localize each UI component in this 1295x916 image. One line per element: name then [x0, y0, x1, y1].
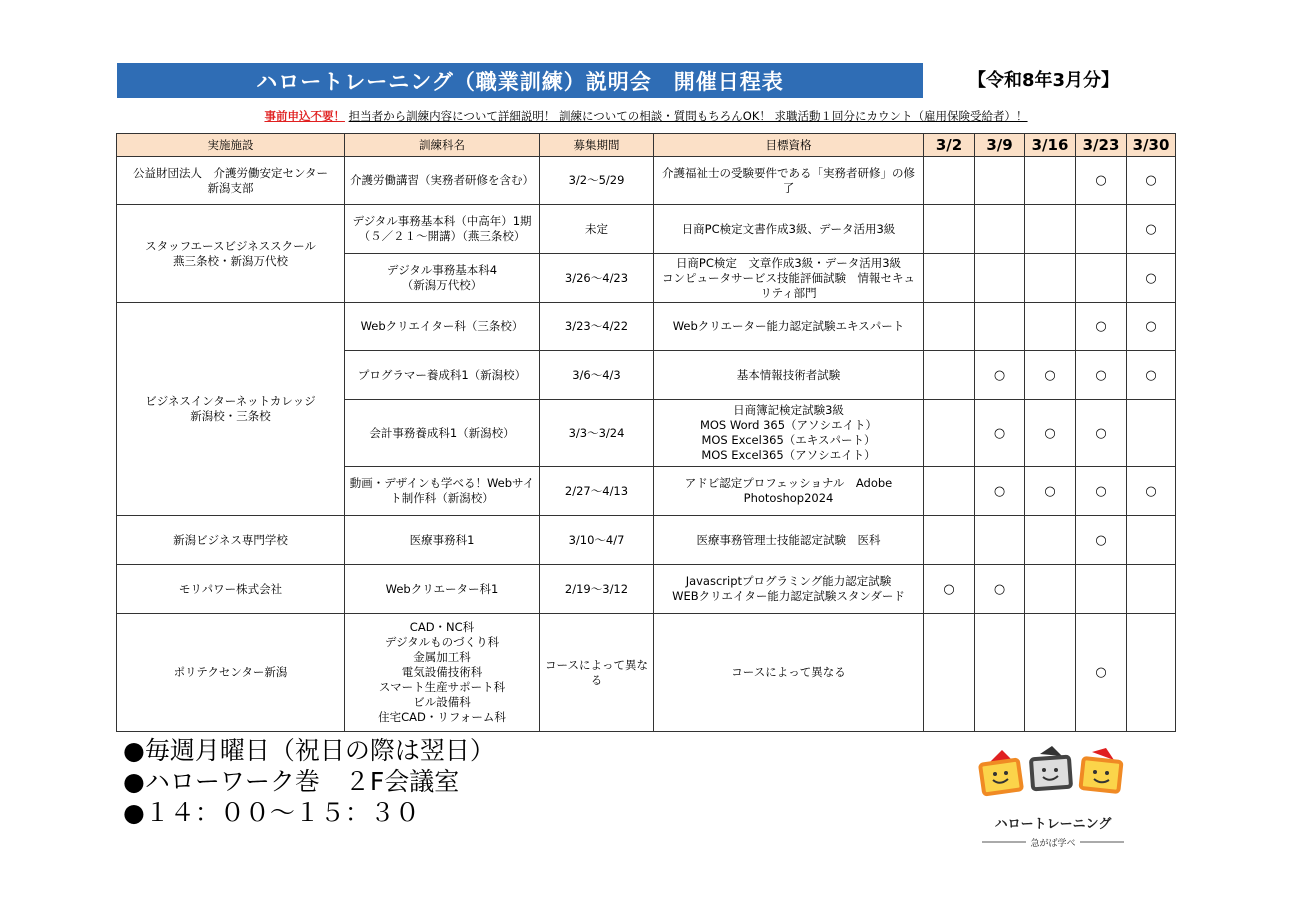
- date-cell: [975, 254, 1025, 303]
- date-cell: [1025, 565, 1076, 614]
- course-cell: 会計事務養成科1（新潟校）: [345, 400, 540, 467]
- date-cell: [1127, 157, 1176, 205]
- date-cell: [975, 467, 1025, 516]
- date-cell: [975, 614, 1025, 732]
- info-bullets: [123, 735, 495, 828]
- date-cell: [1025, 157, 1076, 205]
- period-cell: 3/23～4/22: [540, 303, 654, 351]
- header-date: 3/9: [975, 134, 1025, 157]
- available-mark: ○: [1145, 221, 1157, 237]
- date-cell: [1025, 400, 1076, 467]
- course-cell: Webクリエーター科1: [345, 565, 540, 614]
- header-period: 募集期間: [540, 134, 654, 157]
- date-cell: [1127, 400, 1176, 467]
- date-cell: [1025, 614, 1076, 732]
- table-row: [117, 565, 1176, 614]
- period-label: 【令和8年3月分】: [968, 70, 1120, 91]
- date-cell: [1025, 205, 1076, 254]
- period-cell: 2/19～3/12: [540, 565, 654, 614]
- table-row: [117, 157, 1176, 205]
- date-cell: [924, 254, 975, 303]
- qualification-cell: Javascriptプログラミング能力認定試験 WEBクリエイター能力認定試験スタンダード: [654, 565, 924, 614]
- period-cell: 2/27～4/13: [540, 467, 654, 516]
- date-cell: [1076, 157, 1127, 205]
- available-mark: ○: [1095, 173, 1107, 188]
- logo-tagline: 急がば学べ: [1030, 839, 1076, 849]
- date-cell: [1127, 303, 1176, 351]
- date-cell: [975, 205, 1025, 254]
- qualification-cell: 基本情報技術者試験: [654, 351, 924, 400]
- date-cell: [1127, 351, 1176, 400]
- available-mark: ○: [1095, 425, 1107, 441]
- date-cell: [1076, 614, 1127, 732]
- available-mark: ○: [993, 483, 1006, 499]
- available-mark: ○: [1145, 319, 1157, 334]
- bullet-time: ●１４：００～１５：３０: [123, 798, 420, 827]
- course-cell: 動画・デザインも学べる！Webサイト制作科（新潟校）: [345, 467, 540, 516]
- date-cell: [924, 400, 975, 467]
- facility-cell: スタッフエースビジネススクール 燕三条校・新潟万代校: [117, 205, 345, 303]
- date-cell: [1127, 467, 1176, 516]
- logo-name: ハロートレーニング: [994, 817, 1112, 832]
- header-row: [117, 134, 1176, 157]
- date-cell: [1076, 516, 1127, 565]
- bullet-day: ●毎週月曜日（祝日の際は翌日）: [123, 736, 495, 765]
- facility-cell: ビジネスインターネットカレッジ 新潟校・三条校: [117, 303, 345, 516]
- facility-cell: モリパワー株式会社: [117, 565, 345, 614]
- schedule-table: [116, 133, 1176, 732]
- course-cell: 医療事務科1: [345, 516, 540, 565]
- pencil-character-icon: [980, 750, 1022, 794]
- date-cell: [1076, 565, 1127, 614]
- date-cell: [924, 351, 975, 400]
- date-cell: [975, 303, 1025, 351]
- qualification-cell: Webクリエーター能力認定試験エキスパート: [654, 303, 924, 351]
- available-mark: ○: [1145, 173, 1157, 188]
- date-cell: [924, 303, 975, 351]
- period-cell: 3/26～4/23: [540, 254, 654, 303]
- date-cell: [1076, 351, 1127, 400]
- table-row: [117, 614, 1176, 732]
- header-date: 3/23: [1076, 134, 1127, 157]
- date-cell: [975, 565, 1025, 614]
- facility-cell: 公益財団法人 介護労働安定センター 新潟支部: [117, 157, 345, 205]
- period-cell: 未定: [540, 205, 654, 254]
- facility-cell: 新潟ビジネス専門学校: [117, 516, 345, 565]
- header-date: 3/16: [1025, 134, 1076, 157]
- date-cell: [1076, 303, 1127, 351]
- pencil-character-icon: [1081, 748, 1122, 792]
- period-cell: コースによって異なる: [540, 614, 654, 732]
- course-cell: プログラマー養成科1（新潟校）: [345, 351, 540, 400]
- notice-text: 担当者から訓練内容について詳細説明！ 訓練についての相談・質問もちろんOK！ 求職活動１回分にカウント（雇用保険受給者）！: [348, 109, 1028, 123]
- date-cell: [924, 205, 975, 254]
- available-mark: ○: [993, 367, 1006, 383]
- date-cell: [924, 157, 975, 205]
- date-cell: [1127, 254, 1176, 303]
- facility-cell: ポリテクセンター新潟: [117, 614, 345, 732]
- date-cell: [1025, 351, 1076, 400]
- page-title: ハロートレーニング（職業訓練）説明会 開催日程表: [117, 63, 923, 98]
- qualification-cell: コースによって異なる: [654, 614, 924, 732]
- date-cell: [1127, 614, 1176, 732]
- date-cell: [975, 400, 1025, 467]
- date-cell: [1025, 467, 1076, 516]
- date-cell: [1076, 254, 1127, 303]
- available-mark: ○: [1095, 483, 1107, 499]
- course-cell: Webクリエイター科（三条校）: [345, 303, 540, 351]
- course-cell: CAD・NC科 デジタルものづくり科 金属加工科 電気設備技術科 スマート生産サポート科 ビル設備科 住宅CAD・リフォーム科: [345, 614, 540, 732]
- date-cell: [975, 351, 1025, 400]
- course-cell: デジタル事務基本科（中高年）1期 （５／２１～開講）（燕三条校）: [345, 205, 540, 254]
- date-cell: [1076, 400, 1127, 467]
- available-mark: ○: [1145, 483, 1157, 499]
- hello-training-logo: [968, 746, 1138, 852]
- qualification-cell: アドビ認定プロフェッショナル Adobe Photoshop2024: [654, 467, 924, 516]
- header-date: 3/2: [924, 134, 975, 157]
- notice-highlight: 事前申込不要！: [264, 109, 345, 123]
- pencil-character-icon: [1031, 746, 1071, 789]
- date-cell: [924, 516, 975, 565]
- date-cell: [1076, 205, 1127, 254]
- available-mark: ○: [993, 581, 1006, 597]
- available-mark: ○: [1095, 367, 1107, 383]
- period-cell: 3/2～5/29: [540, 157, 654, 205]
- header-qualification: 目標資格: [654, 134, 924, 157]
- date-cell: [924, 565, 975, 614]
- period-cell: 3/10～4/7: [540, 516, 654, 565]
- date-cell: [1025, 516, 1076, 565]
- period-cell: 3/3～3/24: [540, 400, 654, 467]
- table-row: [117, 303, 1176, 351]
- date-cell: [1127, 565, 1176, 614]
- available-mark: ○: [1095, 665, 1107, 680]
- header-date: 3/30: [1127, 134, 1176, 157]
- table-row: [117, 516, 1176, 565]
- available-mark: ○: [1095, 532, 1107, 548]
- date-cell: [924, 614, 975, 732]
- available-mark: ○: [1044, 483, 1056, 499]
- course-cell: 介護労働講習（実務者研修を含む）: [345, 157, 540, 205]
- available-mark: ○: [1145, 270, 1157, 286]
- available-mark: ○: [1145, 367, 1157, 383]
- header-course: 訓練科名: [345, 134, 540, 157]
- qualification-cell: 日商PC検定文書作成3級、データ活用3級: [654, 205, 924, 254]
- date-cell: [975, 157, 1025, 205]
- bullet-place: ●ハローワーク巻 ２F会議室: [123, 767, 460, 796]
- qualification-cell: 介護福祉士の受験要件である「実務者研修」の修了: [654, 157, 924, 205]
- qualification-cell: 日商簿記検定試験3級 MOS Word 365（アソシエイト） MOS Excel365（エキスパート） MOS Excel365（アソシエイト）: [654, 400, 924, 467]
- date-cell: [1127, 205, 1176, 254]
- date-cell: [1076, 467, 1127, 516]
- date-cell: [1127, 516, 1176, 565]
- available-mark: ○: [1044, 367, 1056, 383]
- available-mark: ○: [943, 581, 955, 597]
- notice-line: [117, 108, 1175, 124]
- qualification-cell: 日商PC検定 文章作成3級・データ活用3級 コンピュータサービス技能評価試験 情報セキュリティ部門: [654, 254, 924, 303]
- date-cell: [975, 516, 1025, 565]
- header-facility: 実施施設: [117, 134, 345, 157]
- date-cell: [924, 467, 975, 516]
- qualification-cell: 医療事務管理士技能認定試験 医科: [654, 516, 924, 565]
- available-mark: ○: [1044, 425, 1056, 441]
- schedule-body: [117, 157, 1176, 732]
- date-cell: [1025, 303, 1076, 351]
- available-mark: ○: [1095, 319, 1107, 334]
- table-row: [117, 205, 1176, 254]
- available-mark: ○: [993, 425, 1006, 441]
- date-cell: [1025, 254, 1076, 303]
- course-cell: デジタル事務基本科4 （新潟万代校）: [345, 254, 540, 303]
- period-cell: 3/6～4/3: [540, 351, 654, 400]
